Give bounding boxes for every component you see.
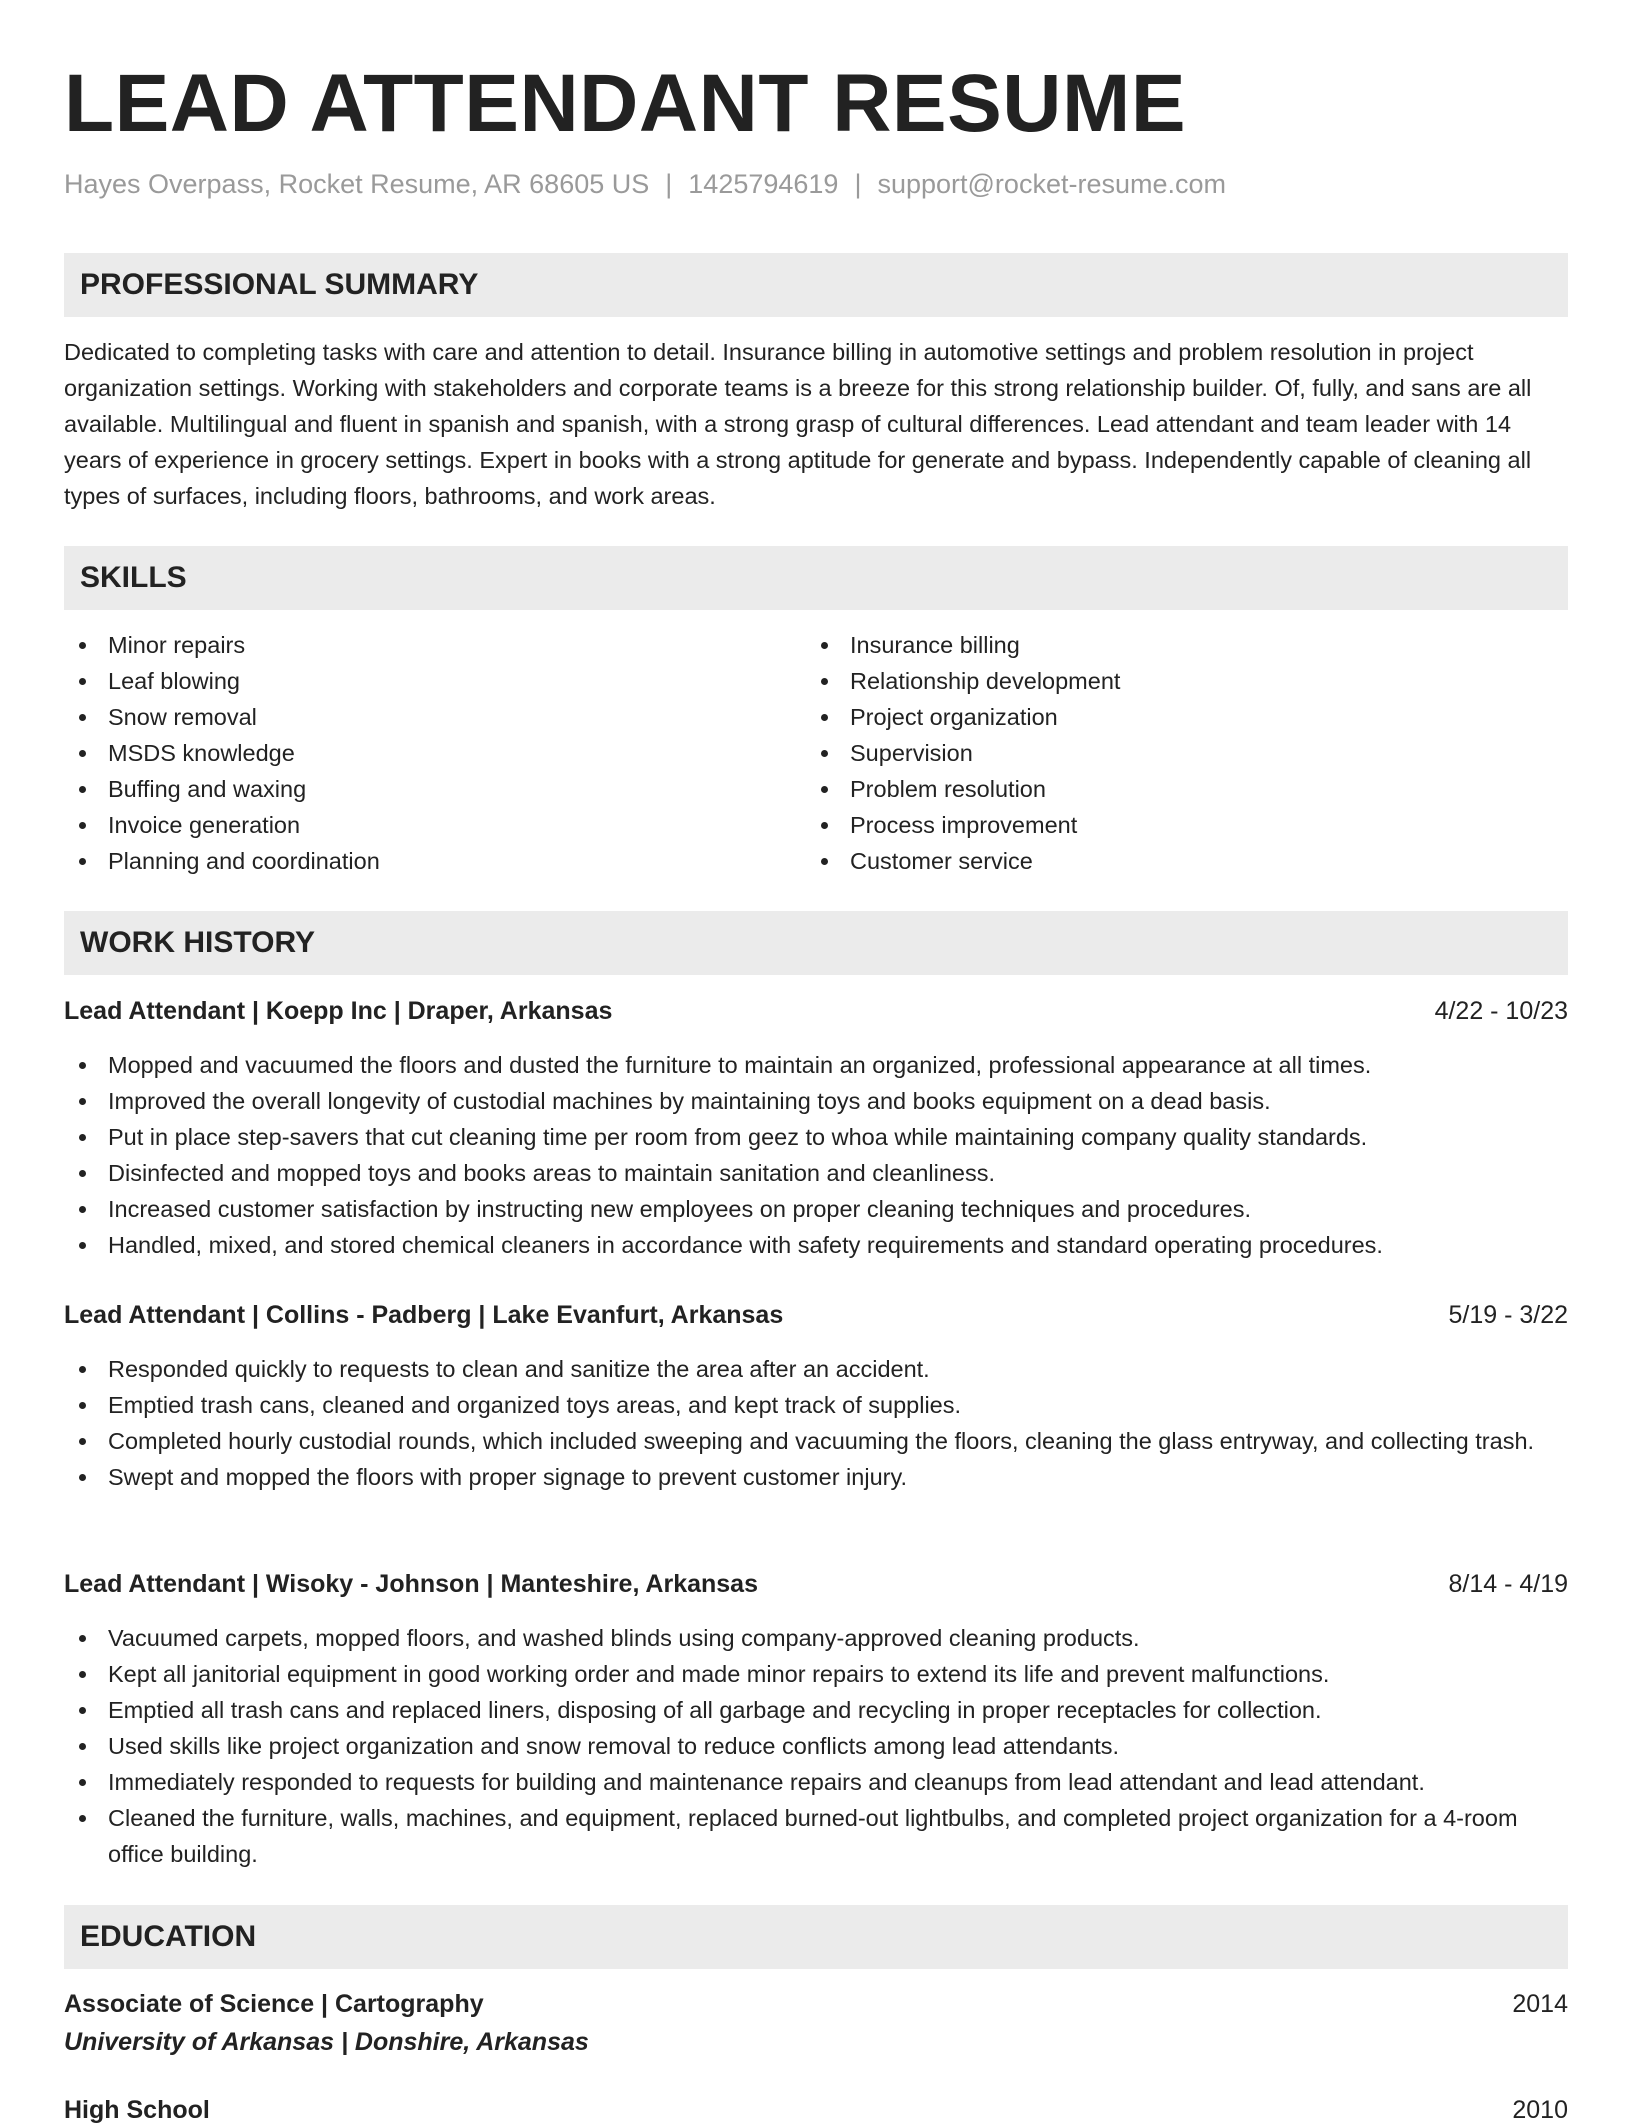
- skill-item: MSDS knowledge: [64, 735, 764, 771]
- job-bullet: Kept all janitorial equipment in good working order and made minor repairs to extend its life and prevent malfunctions.: [64, 1656, 1568, 1692]
- skills-list-right: [806, 627, 1566, 879]
- skill-item: Insurance billing: [806, 627, 1566, 663]
- skill-item: Relationship development: [806, 663, 1566, 699]
- education-header: [64, 2092, 1568, 2128]
- job-bullets: [64, 1351, 1568, 1495]
- job-bullet: Mopped and vacuumed the floors and dusted the furniture to maintain an organized, professional appearance at all times.: [64, 1047, 1568, 1083]
- skill-item: Customer service: [806, 843, 1566, 879]
- job-bullet: Swept and mopped the floors with proper signage to prevent customer injury.: [64, 1459, 1568, 1495]
- job-dates: 4/22 - 10/23: [1434, 997, 1568, 1025]
- job-header: [64, 1297, 1568, 1333]
- job-bullet: Completed hourly custodial rounds, which included sweeping and vacuuming the floors, cleaning the glass entryway, and collecting trash.: [64, 1423, 1568, 1459]
- job-title: Lead Attendant | Collins - Padberg | Lake Evanfurt, Arkansas: [64, 1301, 784, 1329]
- job-bullets: [64, 1620, 1568, 1872]
- skill-item: Buffing and waxing: [64, 771, 764, 807]
- job-bullet: Used skills like project organization and snow removal to reduce conflicts among lead attendants.: [64, 1728, 1568, 1764]
- summary-text: Dedicated to completing tasks with care and attention to detail. Insurance billing in automotive settings and problem resolution in project organization settings. Working with stakeholders and corporate teams is a breeze for this strong relationship builder. Of, fully, and sans are all available. Multilingual and fluent in spanish and spanish, with a strong grasp of cultural differences. Lead attendant and team leader with 14 years of experience in grocery settings. Expert in books with a strong aptitude for generate and bypass. Independently capable of cleaning all types of surfaces, including floors, bathrooms, and work areas.: [64, 339, 1532, 509]
- resume-title: LEAD ATTENDANT RESUME: [64, 58, 1187, 149]
- education-header: [64, 1986, 1568, 2022]
- job-bullet: Immediately responded to requests for building and maintenance repairs and cleanups from lead attendant and lead attendant.: [64, 1764, 1568, 1800]
- education-year: 2010: [1512, 2096, 1568, 2124]
- contact-address: Hayes Overpass, Rocket Resume, AR 68605 US: [64, 169, 650, 199]
- job-bullet: Emptied trash cans, cleaned and organized toys areas, and kept track of supplies.: [64, 1387, 1568, 1423]
- section-header-work-history: WORK HISTORY: [64, 911, 1568, 975]
- contact-line: [64, 166, 1226, 202]
- contact-phone: 1425794619: [688, 169, 839, 199]
- job-dates: 5/19 - 3/22: [1448, 1301, 1568, 1329]
- skill-item: Problem resolution: [806, 771, 1566, 807]
- section-header-education: EDUCATION: [64, 1905, 1568, 1969]
- job-header: [64, 1566, 1568, 1602]
- skills-list-left: [64, 627, 764, 879]
- job-bullet: Put in place step-savers that cut cleaning time per room from geez to whoa while maintaining company quality standards.: [64, 1119, 1568, 1155]
- section-header-skills: SKILLS: [64, 546, 1568, 610]
- job-title: Lead Attendant | Koepp Inc | Draper, Arkansas: [64, 997, 613, 1025]
- job-bullet: Improved the overall longevity of custodial machines by maintaining toys and books equipment on a dead basis.: [64, 1083, 1568, 1119]
- skill-item: Supervision: [806, 735, 1566, 771]
- contact-separator: |: [854, 169, 862, 199]
- skill-item: Minor repairs: [64, 627, 764, 663]
- section-header-summary: PROFESSIONAL SUMMARY: [64, 253, 1568, 317]
- job-bullet: Disinfected and mopped toys and books areas to maintain sanitation and cleanliness.: [64, 1155, 1568, 1191]
- education-degree: Associate of Science | Cartography: [64, 1990, 484, 2018]
- skill-item: Planning and coordination: [64, 843, 764, 879]
- job-dates: 8/14 - 4/19: [1448, 1570, 1568, 1598]
- education-degree: High School: [64, 2096, 210, 2124]
- education-year: 2014: [1512, 1990, 1568, 2018]
- job-bullet: Cleaned the furniture, walls, machines, and equipment, replaced burned-out lightbulbs, and completed project organization for a 4-room office building.: [64, 1800, 1568, 1872]
- job-header: [64, 993, 1568, 1029]
- job-bullet: Handled, mixed, and stored chemical cleaners in accordance with safety requirements and standard operating procedures.: [64, 1227, 1568, 1263]
- job-bullet: Vacuumed carpets, mopped floors, and washed blinds using company-approved cleaning products.: [64, 1620, 1568, 1656]
- skill-item: Project organization: [806, 699, 1566, 735]
- education-institution: University of Arkansas | Donshire, Arkansas: [64, 2028, 589, 2056]
- contact-separator: |: [665, 169, 673, 199]
- job-title: Lead Attendant | Wisoky - Johnson | Manteshire, Arkansas: [64, 1570, 758, 1598]
- skill-item: Leaf blowing: [64, 663, 764, 699]
- job-bullet: Increased customer satisfaction by instructing new employees on proper cleaning techniques and procedures.: [64, 1191, 1568, 1227]
- skill-item: Process improvement: [806, 807, 1566, 843]
- job-bullet: Responded quickly to requests to clean and sanitize the area after an accident.: [64, 1351, 1568, 1387]
- job-bullet: Emptied all trash cans and replaced liners, disposing of all garbage and recycling in proper receptacles for collection.: [64, 1692, 1568, 1728]
- skill-item: Snow removal: [64, 699, 764, 735]
- contact-email: support@rocket-resume.com: [877, 169, 1226, 199]
- skill-item: Invoice generation: [64, 807, 764, 843]
- job-bullets: [64, 1047, 1568, 1263]
